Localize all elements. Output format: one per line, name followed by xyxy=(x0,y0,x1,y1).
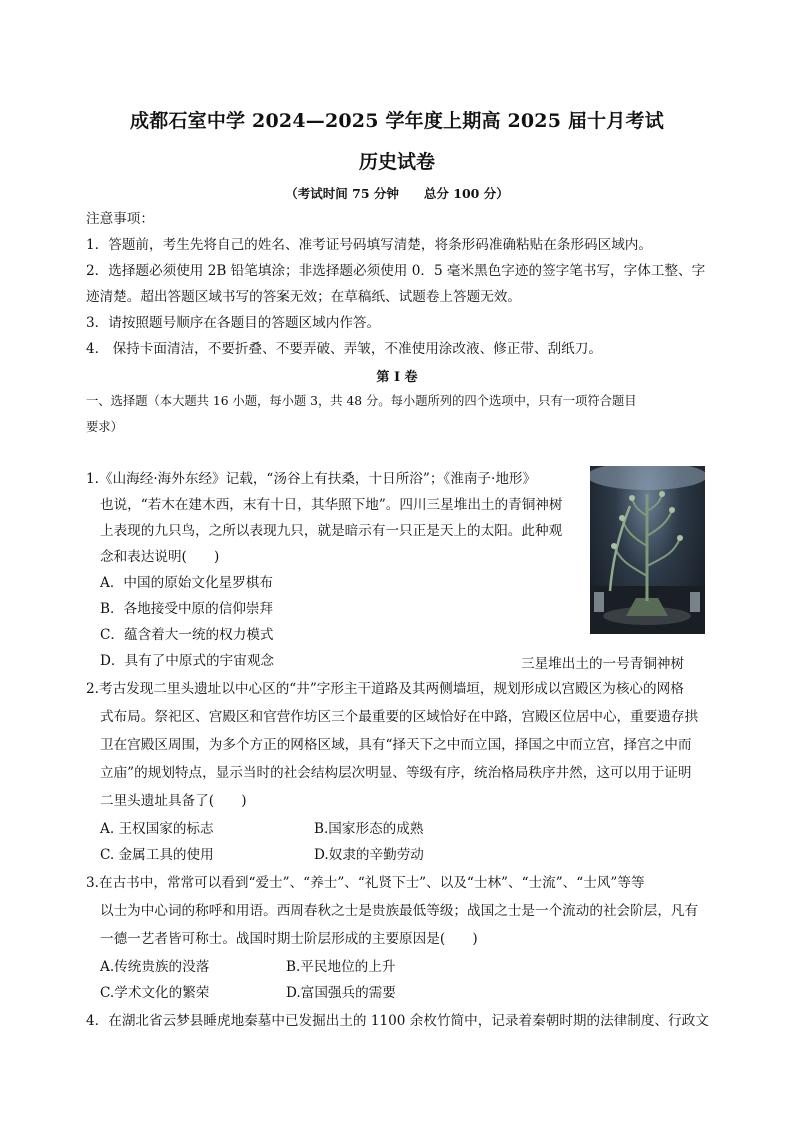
q2-stem: 二里头遗址具备了( ) xyxy=(100,793,247,809)
q3-option-c: C.学术文化的繁荣 xyxy=(100,985,210,1001)
q2-stem: 卫在宫殿区周围，为多个方正的网格区域，具有“择天下之中而立国，择国之中而立宫，择宫之中而 xyxy=(100,737,692,753)
q2-option-c: C. 金属工具的使用 xyxy=(100,847,214,863)
q2-stem: 2.考古发现二里头遗址以中心区的“井”字形主干道路及其两侧墙垣，规划形成以宫殿区为核心的网格 xyxy=(86,681,684,697)
note-item: 4． 保持卡面清洁，不要折叠、不要弄破、弄皱，不准使用涂改液、修正带、刮纸刀。 xyxy=(86,341,602,357)
q1-option-a: A．中国的原始文化星罗棋布 xyxy=(100,575,273,591)
exam-info: （考试时间 75 分钟 总分 100 分） xyxy=(285,186,509,201)
q4-stem: 4．在湖北省云梦县睡虎地秦墓中已发掘出土的 1100 余枚竹简中，记录着秦朝时期的法律制度、行政文 xyxy=(86,1013,709,1029)
section-instruction: 要求） xyxy=(86,420,123,434)
q1-stem: 1.《山海经·海外东经》记载，“汤谷上有扶桑，十日所浴”；《淮南子·地形》 xyxy=(86,471,537,487)
q3-stem: 一德一艺者皆可称士。战国时期士阶层形成的主要原因是( ) xyxy=(100,931,478,947)
q1-stem: 念和表达说明( ) xyxy=(100,549,220,565)
q3-option-b: B.平民地位的上升 xyxy=(286,959,396,975)
note-item: 迹清楚。超出答题区域书写的答案无效；在草稿纸、试题卷上答题无效。 xyxy=(86,289,521,305)
bronze-sacred-tree-photo xyxy=(590,466,705,634)
q2-option-d: D.奴隶的辛勤劳动 xyxy=(314,847,424,863)
subject-title: 历史试卷 xyxy=(358,151,435,173)
q1-stem: 也说，“若木在建木西，末有十日，其华照下地”。四川三星堆出土的青铜神树 xyxy=(100,497,563,513)
note-item: 3．请按照题号顺序在各题目的答题区域内作答。 xyxy=(86,315,381,331)
q1-stem: 上表现的九只鸟，之所以表现九只，就是暗示有一只正是天上的太阳。此种观 xyxy=(100,523,563,539)
q3-stem: 以士为中心词的称呼和用语。西周春秋之士是贵族最低等级；战国之士是一个流动的社会阶层，凡有 xyxy=(100,903,699,919)
q3-option-d: D.富国强兵的需要 xyxy=(286,985,396,1001)
notes-heading: 注意事项： xyxy=(86,211,154,227)
q2-option-b: B.国家形态的成熟 xyxy=(314,821,424,837)
q3-option-a: A.传统贵族的没落 xyxy=(100,959,210,975)
q2-stem: 立庙”的规划特点，显示当时的社会结构层次明显、等级有序，统治格局秩序井然，这可以用于证明 xyxy=(100,765,692,781)
note-item: 2．选择题必须使用 2B 铅笔填涂；非选择题必须使用 0．5 毫米黑色字迹的签字笔书写，字体工整、字 xyxy=(86,263,706,279)
q2-stem: 式布局。祭祀区、宫殿区和官营作坊区三个最重要的区域恰好在中路，宫殿区位居中心，重要遗存拱 xyxy=(100,709,699,725)
q3-stem: 3.在古书中，常常可以看到“爱士”、“养士”、“礼贤下士”、以及“士林”、“士流”、“士风”等等 xyxy=(86,875,645,891)
bronze-tree-illustration xyxy=(590,466,705,634)
q1-option-c: C．蕴含着大一统的权力模式 xyxy=(100,627,274,643)
q1-option-b: B．各地接受中原的信仰崇拜 xyxy=(100,601,274,617)
q2-option-a: A. 王权国家的标志 xyxy=(100,821,214,837)
section-heading: 第 Ⅰ 卷 xyxy=(376,370,418,385)
note-item: 1．答题前，考生先将自己的姓名、准考证号码填写清楚，将条形码准确粘贴在条形码区域内。 xyxy=(86,237,652,253)
image-caption: 三星堆出土的一号青铜神树 xyxy=(521,656,685,672)
section-instruction: 一、选择题（本大题共 16 小题，每小题 3，共 48 分。每小题所列的四个选项中，只有一项符合题目 xyxy=(86,394,637,408)
q1-option-d: D．具有了中原式的宇宙观念 xyxy=(100,653,275,669)
exam-title: 成都石室中学 2024—2025 学年度上期高 2025 届十月考试 xyxy=(130,110,664,132)
